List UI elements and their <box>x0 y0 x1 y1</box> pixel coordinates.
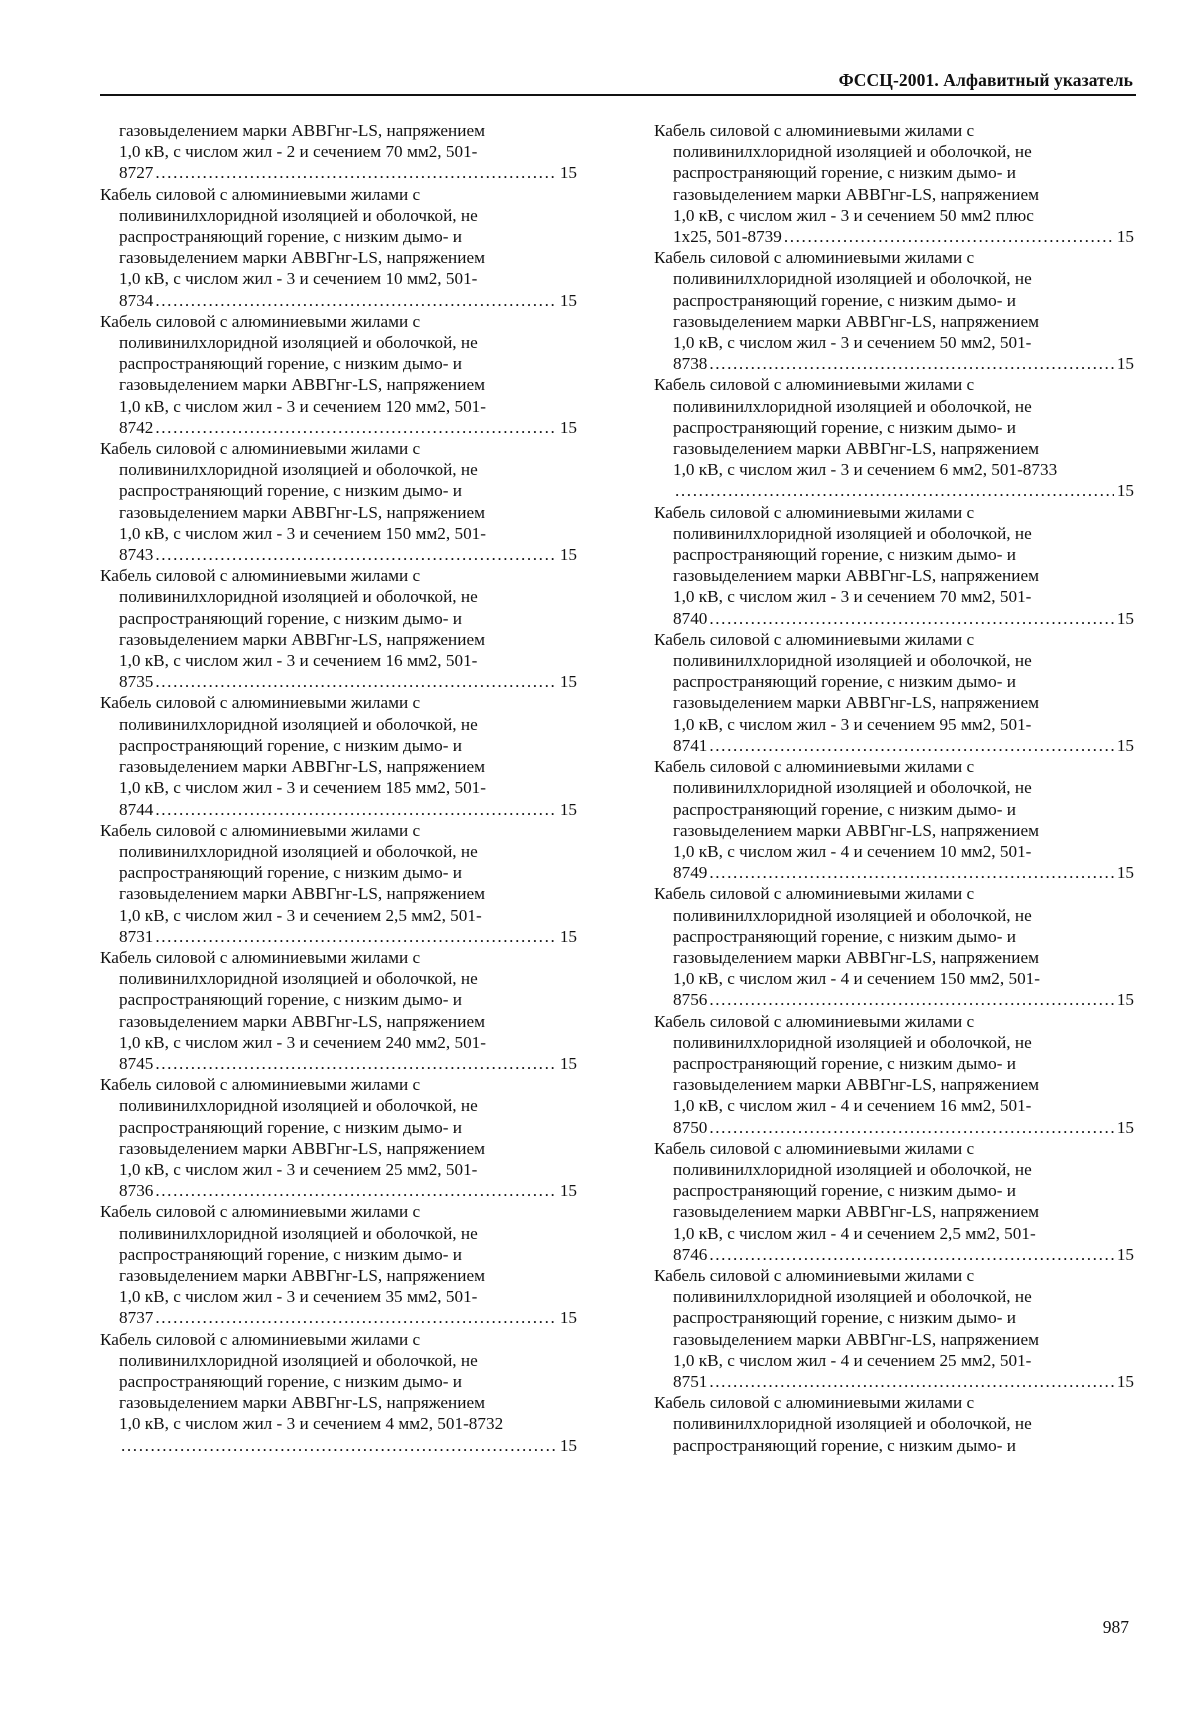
index-entry-line: Кабель силовой с алюминиевыми жилами с <box>100 439 421 459</box>
index-entry-code: 8734 <box>119 290 154 310</box>
index-entry-leader-row <box>654 735 1134 756</box>
index-entry-page: 15 <box>1116 1371 1134 1391</box>
index-entry-line: поливинилхлоридной изоляцией и оболочкой, не <box>673 142 1032 162</box>
index-entry <box>654 1011 1134 1138</box>
index-entry-page: 15 <box>559 163 577 183</box>
index-entry-line: 1,0 кВ, с числом жил - 3 и сечением 150 мм2, 501- <box>119 523 486 543</box>
index-entry-line: 1,0 кВ, с числом жил - 4 и сечением 16 мм2, 501- <box>673 1096 1032 1116</box>
index-entry <box>100 184 577 311</box>
index-entry-line: распространяющий горение, с низким дымо- и <box>673 163 1016 183</box>
index-entry-leader-row <box>654 608 1134 629</box>
index-entry-code: 8735 <box>119 672 154 692</box>
index-entry-line: 1,0 кВ, с числом жил - 3 и сечением 50 мм2 плюс <box>673 205 1034 225</box>
dot-leader <box>709 1371 1113 1392</box>
index-entry-leader-row <box>100 671 577 692</box>
index-entry-leader-row <box>654 1244 1134 1265</box>
index-entry-line: Кабель силовой с алюминиевыми жилами с <box>654 629 975 649</box>
header-rule <box>100 94 1136 96</box>
index-entry <box>654 374 1134 501</box>
dot-leader <box>709 1244 1113 1265</box>
index-entry-page: 15 <box>1116 608 1134 628</box>
index-entry-line: поливинилхлоридной изоляцией и оболочкой, не <box>673 1287 1032 1307</box>
index-entry-page: 15 <box>559 1181 577 1201</box>
dot-leader <box>155 799 556 820</box>
index-entry-leader-row <box>654 1117 1134 1138</box>
index-entry-leader-row <box>654 1371 1134 1392</box>
index-entry-line: Кабель силовой с алюминиевыми жилами с <box>654 1393 975 1413</box>
index-entry-line: газовыделением марки АВВГнг-LS, напряжением <box>673 820 1039 840</box>
index-entry-line: Кабель силовой с алюминиевыми жилами с <box>654 1138 975 1158</box>
index-entry-page: 15 <box>559 545 577 565</box>
dot-leader <box>675 480 1114 501</box>
index-entry-line: 1,0 кВ, с числом жил - 3 и сечением 6 мм2, 501-8733 <box>673 460 1058 480</box>
index-entry-leader-row <box>654 226 1134 247</box>
index-entry-page: 15 <box>1116 1244 1134 1264</box>
index-entry-line: распространяющий горение, с низким дымо- и <box>119 735 462 755</box>
dot-leader <box>784 226 1114 247</box>
index-entry-page: 15 <box>559 1053 577 1073</box>
index-entry-line: поливинилхлоридной изоляцией и оболочкой, не <box>673 523 1032 543</box>
dot-leader <box>709 989 1113 1010</box>
index-entry-leader-row <box>100 1053 577 1074</box>
index-entry-code: 8737 <box>119 1308 154 1328</box>
index-entry-code: 8756 <box>673 990 708 1010</box>
index-entry <box>100 1201 577 1328</box>
index-entry-line: поливинилхлоридной изоляцией и оболочкой, не <box>673 778 1032 798</box>
page-number: 987 <box>1102 1617 1129 1637</box>
index-entry-leader-row <box>100 1435 577 1456</box>
index-entry-leader-row <box>654 353 1134 374</box>
dot-leader <box>709 862 1113 883</box>
index-entry-line: распространяющий горение, с низким дымо- и <box>119 227 462 247</box>
index-entry-line: газовыделением марки АВВГнг-LS, напряжением <box>673 439 1039 459</box>
index-entry-line: Кабель силовой с алюминиевыми жилами с <box>100 311 421 331</box>
index-entry-line: 1,0 кВ, с числом жил - 3 и сечением 16 мм2, 501- <box>119 651 478 671</box>
index-entry-line: газовыделением марки АВВГнг-LS, напряжением <box>119 629 485 649</box>
index-entry-line: распространяющий горение, с низким дымо- и <box>119 990 462 1010</box>
index-entry-page: 15 <box>1116 227 1134 247</box>
index-entry <box>100 820 577 947</box>
index-entry-page: 15 <box>1116 1117 1134 1137</box>
index-entry-line: газовыделением марки АВВГнг-LS, напряжением <box>119 121 485 140</box>
index-entry-line: распространяющий горение, с низким дымо- и <box>119 863 462 883</box>
index-entry-line: поливинилхлоридной изоляцией и оболочкой, не <box>119 1350 478 1370</box>
index-entry-line: 1,0 кВ, с числом жил - 4 и сечением 25 мм2, 501- <box>673 1350 1032 1370</box>
dot-leader <box>121 1435 557 1456</box>
index-entry-line: газовыделением марки АВВГнг-LS, напряжением <box>673 947 1039 967</box>
index-entry-code: 8727 <box>119 163 154 183</box>
index-entry-line: Кабель силовой с алюминиевыми жилами с <box>100 1329 421 1349</box>
index-entry-line: 1,0 кВ, с числом жил - 3 и сечением 240 мм2, 501- <box>119 1032 486 1052</box>
index-entry-page: 15 <box>559 1308 577 1328</box>
index-entry-line: 1,0 кВ, с числом жил - 3 и сечением 50 мм2, 501- <box>673 333 1032 353</box>
index-entry-code: 1х25, 501-8739 <box>673 227 782 247</box>
index-entry-line: газовыделением марки АВВГнг-LS, напряжением <box>673 566 1039 586</box>
index-entry-line: поливинилхлоридной изоляцией и оболочкой, не <box>673 269 1032 289</box>
index-entry-line: Кабель силовой с алюминиевыми жилами с <box>100 820 421 840</box>
index-entry-line: газовыделением марки АВВГнг-LS, напряжением <box>673 1202 1039 1222</box>
dot-leader <box>155 1053 556 1074</box>
index-entry-line: газовыделением марки АВВГнг-LS, напряжением <box>673 693 1039 713</box>
dot-leader <box>709 608 1113 629</box>
index-entry-line: 1,0 кВ, с числом жил - 3 и сечением 185 мм2, 501- <box>119 778 486 798</box>
index-column-left <box>100 120 577 1456</box>
dot-leader <box>155 1307 556 1328</box>
index-entry-leader-row <box>654 480 1134 501</box>
index-entry-line: поливинилхлоридной изоляцией и оболочкой, не <box>673 1159 1032 1179</box>
dot-leader <box>155 1180 556 1201</box>
index-entry-line: распространяющий горение, с низким дымо- и <box>673 1435 1016 1455</box>
index-entry-line: 1,0 кВ, с числом жил - 2 и сечением 70 мм2, 501- <box>119 142 478 162</box>
index-entry <box>654 1265 1134 1392</box>
index-entry-page: 15 <box>559 799 577 819</box>
index-entry-line: Кабель силовой с алюминиевыми жилами с <box>100 693 421 713</box>
index-entry-line: 1,0 кВ, с числом жил - 3 и сечением 4 мм2, 501-8732 <box>119 1414 504 1434</box>
index-entry-line: Кабель силовой с алюминиевыми жилами с <box>654 1011 975 1031</box>
index-entry <box>654 756 1134 883</box>
index-entry <box>100 947 577 1074</box>
index-entry-line: газовыделением марки АВВГнг-LS, напряжением <box>673 311 1039 331</box>
index-entry <box>654 502 1134 629</box>
index-entry-code: 8741 <box>673 735 708 755</box>
index-entry-leader-row <box>100 544 577 565</box>
index-entry-line: поливинилхлоридной изоляцией и оболочкой, не <box>119 969 478 989</box>
index-entry-line: распространяющий горение, с низким дымо- и <box>119 608 462 628</box>
index-column-right <box>654 120 1134 1456</box>
index-entry-leader-row <box>100 926 577 947</box>
index-entry-line: газовыделением марки АВВГнг-LS, напряжением <box>673 1075 1039 1095</box>
dot-leader <box>709 1117 1113 1138</box>
index-entry-line: Кабель силовой с алюминиевыми жилами с <box>654 502 975 522</box>
index-entry-line: 1,0 кВ, с числом жил - 3 и сечением 70 мм2, 501- <box>673 587 1032 607</box>
index-entry-line: распространяющий горение, с низким дымо- и <box>673 1181 1016 1201</box>
index-entry <box>654 1138 1134 1265</box>
dot-leader <box>709 353 1113 374</box>
index-entry <box>654 120 1134 247</box>
dot-leader <box>155 544 556 565</box>
index-entry-page: 15 <box>1116 735 1134 755</box>
index-entry-code: 8742 <box>119 417 154 437</box>
index-entry-line: распространяющий горение, с низким дымо- и <box>673 1308 1016 1328</box>
index-entry-line: поливинилхлоридной изоляцией и оболочкой, не <box>119 587 478 607</box>
index-entry-line: поливинилхлоридной изоляцией и оболочкой, не <box>119 1096 478 1116</box>
index-entry-line: газовыделением марки АВВГнг-LS, напряжением <box>119 884 485 904</box>
index-entry-line: распространяющий горение, с низким дымо- и <box>673 1053 1016 1073</box>
index-entry-line: газовыделением марки АВВГнг-LS, напряжением <box>119 1265 485 1285</box>
index-entry-line: 1,0 кВ, с числом жил - 4 и сечением 10 мм2, 501- <box>673 841 1032 861</box>
index-entry-line: 1,0 кВ, с числом жил - 3 и сечением 2,5 мм2, 501- <box>119 905 482 925</box>
index-entry-leader-row <box>100 799 577 820</box>
index-entry-line: Кабель силовой с алюминиевыми жилами с <box>654 121 975 140</box>
index-entry-leader-row <box>654 989 1134 1010</box>
index-entry-line: поливинилхлоридной изоляцией и оболочкой, не <box>673 396 1032 416</box>
index-entry-line: Кабель силовой с алюминиевыми жилами с <box>100 184 421 204</box>
index-entry-line: распространяющий горение, с низким дымо- и <box>673 672 1016 692</box>
index-entry-line: газовыделением марки АВВГнг-LS, напряжением <box>119 502 485 522</box>
index-entry-line: 1,0 кВ, с числом жил - 3 и сечением 10 мм2, 501- <box>119 269 478 289</box>
dot-leader <box>155 162 556 183</box>
index-entry-page: 15 <box>559 1435 577 1455</box>
index-entry-line: газовыделением марки АВВГнг-LS, напряжением <box>119 375 485 395</box>
index-entry-line: газовыделением марки АВВГнг-LS, напряжением <box>119 1011 485 1031</box>
index-entry-leader-row <box>100 162 577 183</box>
index-entry-line: 1,0 кВ, с числом жил - 3 и сечением 25 мм2, 501- <box>119 1159 478 1179</box>
index-entry <box>100 438 577 565</box>
index-entry-line: распространяющий горение, с низким дымо- и <box>119 1371 462 1391</box>
index-entry-line: газовыделением марки АВВГнг-LS, напряжением <box>119 248 485 268</box>
index-entry <box>654 883 1134 1010</box>
index-entry-line: поливинилхлоридной изоляцией и оболочкой, не <box>119 205 478 225</box>
index-entry-page: 15 <box>1116 354 1134 374</box>
index-entry-line: распространяющий горение, с низким дымо- и <box>119 354 462 374</box>
index-entry <box>654 629 1134 756</box>
index-entry-line: Кабель силовой с алюминиевыми жилами с <box>654 757 975 777</box>
index-entry <box>100 692 577 819</box>
index-entry-line: Кабель силовой с алюминиевыми жилами с <box>654 884 975 904</box>
dot-leader <box>155 290 556 311</box>
index-entry <box>654 1392 1134 1456</box>
index-entry <box>100 565 577 692</box>
dot-leader <box>709 735 1113 756</box>
index-entry-line: газовыделением марки АВВГнг-LS, напряжением <box>119 1393 485 1413</box>
index-entry-line: Кабель силовой с алюминиевыми жилами с <box>654 375 975 395</box>
index-entry-line: Кабель силовой с алюминиевыми жилами с <box>100 1202 421 1222</box>
dot-leader <box>155 417 556 438</box>
index-entry-line: газовыделением марки АВВГнг-LS, напряжением <box>673 184 1039 204</box>
index-entry-leader-row <box>654 862 1134 883</box>
index-entry-line: 1,0 кВ, с числом жил - 3 и сечением 95 мм2, 501- <box>673 714 1032 734</box>
index-entry-line: поливинилхлоридной изоляцией и оболочкой, не <box>119 460 478 480</box>
index-entry-page: 15 <box>559 290 577 310</box>
index-entry-line: распространяющий горение, с низким дымо- и <box>673 417 1016 437</box>
index-entry-leader-row <box>100 1180 577 1201</box>
page-header-title: ФССЦ-2001. Алфавитный указатель <box>838 70 1133 90</box>
index-entry-line: газовыделением марки АВВГнг-LS, напряжением <box>673 1329 1039 1349</box>
index-entry-code: 8745 <box>119 1053 154 1073</box>
index-entry-line: поливинилхлоридной изоляцией и оболочкой, не <box>119 1223 478 1243</box>
index-entry-code: 8738 <box>673 354 708 374</box>
index-entry-line: распространяющий горение, с низким дымо- и <box>119 481 462 501</box>
index-entry <box>654 247 1134 374</box>
index-entry-line: Кабель силовой с алюминиевыми жилами с <box>100 1075 421 1095</box>
index-entry-line: распространяющий горение, с низким дымо- и <box>673 290 1016 310</box>
index-entry-line: распространяющий горение, с низким дымо- и <box>673 926 1016 946</box>
index-entry-page: 15 <box>1116 863 1134 883</box>
index-entry-line: поливинилхлоридной изоляцией и оболочкой, не <box>673 1032 1032 1052</box>
index-entry-line: поливинилхлоридной изоляцией и оболочкой, не <box>119 333 478 353</box>
index-entry-code: 8749 <box>673 863 708 883</box>
index-entry-leader-row <box>100 417 577 438</box>
index-entry-line: распространяющий горение, с низким дымо- и <box>119 1244 462 1264</box>
index-entry-line: поливинилхлоридной изоляцией и оболочкой, не <box>673 905 1032 925</box>
index-entry-code: 8750 <box>673 1117 708 1137</box>
index-entry-code: 8744 <box>119 799 154 819</box>
index-entry-line: Кабель силовой с алюминиевыми жилами с <box>654 1265 975 1285</box>
index-entry-code: 8736 <box>119 1181 154 1201</box>
index-entry-line: поливинилхлоридной изоляцией и оболочкой, не <box>673 1414 1032 1434</box>
index-entry-line: 1,0 кВ, с числом жил - 3 и сечением 35 мм2, 501- <box>119 1287 478 1307</box>
index-entry-page: 15 <box>559 926 577 946</box>
index-entry-line: поливинилхлоридной изоляцией и оболочкой, не <box>673 651 1032 671</box>
index-entry-line: распространяющий горение, с низким дымо- и <box>673 799 1016 819</box>
index-entry-line: Кабель силовой с алюминиевыми жилами с <box>654 248 975 268</box>
index-entry-code: 8751 <box>673 1371 708 1391</box>
index-entry <box>100 1074 577 1201</box>
index-entry-leader-row <box>100 290 577 311</box>
index-entry-line: распространяющий горение, с низким дымо- и <box>673 545 1016 565</box>
index-entry-line: распространяющий горение, с низким дымо- и <box>119 1117 462 1137</box>
index-entry-page: 15 <box>559 672 577 692</box>
index-entry-line: поливинилхлоридной изоляцией и оболочкой, не <box>119 841 478 861</box>
index-entry-code: 8740 <box>673 608 708 628</box>
dot-leader <box>155 671 556 692</box>
index-entry-line: поливинилхлоридной изоляцией и оболочкой, не <box>119 714 478 734</box>
index-entry <box>100 1329 577 1456</box>
index-entry <box>100 120 577 184</box>
index-entry-line: 1,0 кВ, с числом жил - 4 и сечением 150 мм2, 501- <box>673 969 1040 989</box>
index-entry-line: Кабель силовой с алюминиевыми жилами с <box>100 947 421 967</box>
index-entry-page: 15 <box>559 417 577 437</box>
index-entry-line: Кабель силовой с алюминиевыми жилами с <box>100 566 421 586</box>
index-entry-code: 8731 <box>119 926 154 946</box>
index-entry-page: 15 <box>1116 990 1134 1010</box>
index-entry-line: 1,0 кВ, с числом жил - 3 и сечением 120 мм2, 501- <box>119 396 486 416</box>
index-entry-page: 15 <box>1116 481 1134 501</box>
dot-leader <box>155 926 556 947</box>
index-entry-code: 8743 <box>119 545 154 565</box>
index-entry-code: 8746 <box>673 1244 708 1264</box>
index-entry-line: 1,0 кВ, с числом жил - 4 и сечением 2,5 мм2, 501- <box>673 1223 1036 1243</box>
index-entry-leader-row <box>100 1307 577 1328</box>
index-entry-line: газовыделением марки АВВГнг-LS, напряжением <box>119 757 485 777</box>
index-entry-line: газовыделением марки АВВГнг-LS, напряжением <box>119 1138 485 1158</box>
index-entry <box>100 311 577 438</box>
